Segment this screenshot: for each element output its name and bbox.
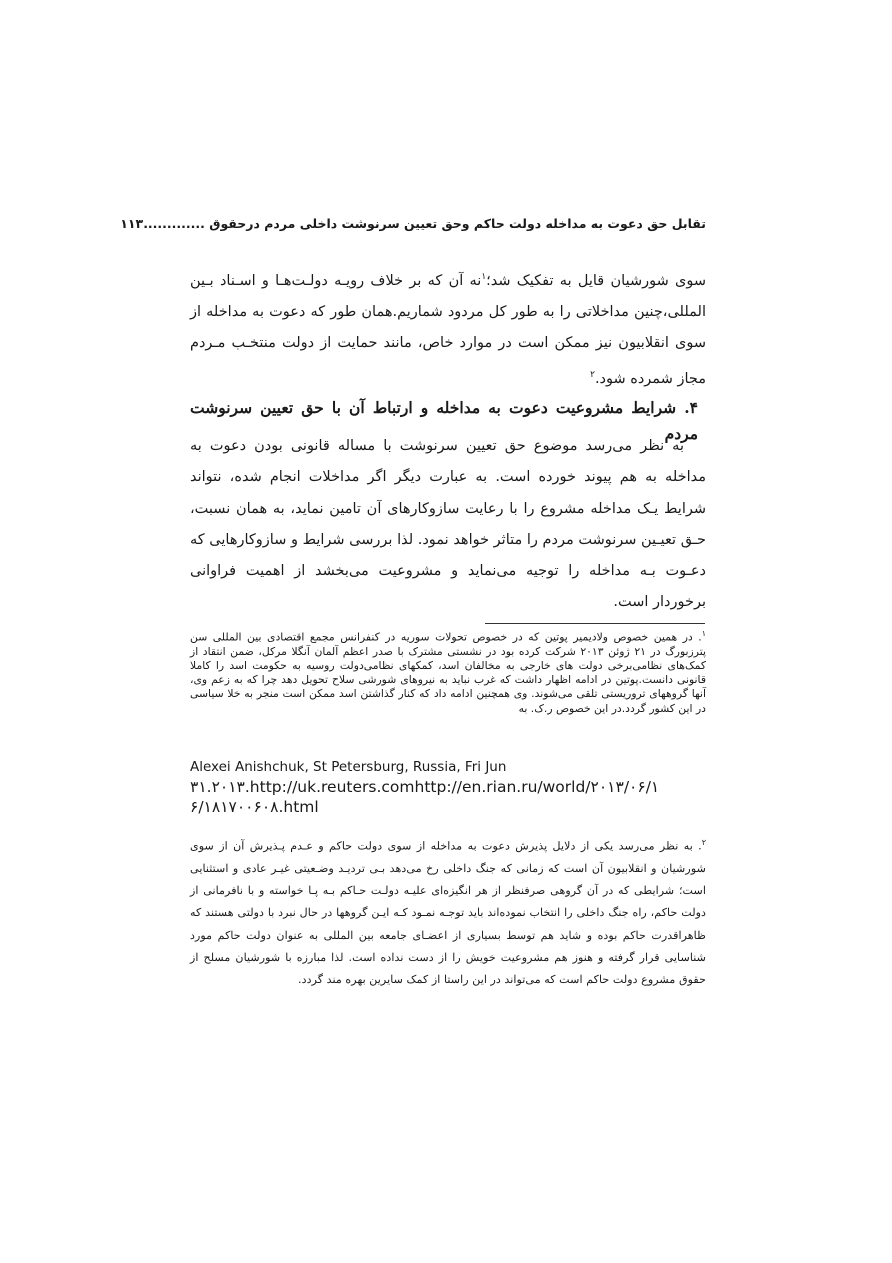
footnote-source-line-2: ۳۱.۲۰۱۳.http://uk.reuters.comhttp://en.rian.ru/world/۲۰۱۳/۰۶/۱ [190, 778, 660, 796]
footnote-2 [190, 832, 706, 991]
section-heading-text: ۴. شرایط مشروعیت دعوت به مداخله و ارتباط آن با حق تعیین سرنوشت مردم [190, 398, 698, 443]
footnote-ref-2: ۲ [590, 369, 595, 380]
paragraph-2 [190, 431, 706, 619]
footnote-1 [190, 627, 706, 716]
footnote-1-mark: ۱ [701, 629, 706, 638]
paragraph-1-text-b: نه آن که بر خلاف رویـه دولـت‌هـا و اسـناد بـین المللی،چنین مداخلاتی را به طور کل مردود شماریم.همان طور که دعوت به مداخله از سوی انقلابیون نیز ممکن است در موارد خاص، مانند حمایت از دولت منتخـب مـردم مجاز شمرده شود. [190, 272, 706, 387]
running-header: تقابل حق دعوت به مداخله دولت حاکم وحق تعیین سرنوشت داخلی مردم درحقوق .............۱۱۳ [120, 216, 706, 231]
paragraph-2-text: به نظر می‌رسد موضوع حق تعیین سرنوشت با مساله قانونی بودن دعوت به مداخله به هم پیوند خورده است. به عبارت دیگر اگر مداخلات انجام شده، نتواند شرایط یـک مداخله مشروع را با رعایت سازوکارهای آن تامین نماید، به همان نسبت، حـق تعیـین سرنوشت مردم را متاثر خواهد نمود. لذا بررسی شرایط و سازوکارهایی که دعـوت بـه مداخله را توجیه می‌نماید و مشروعیت می‌بخشد از اهمیت فراوانی برخوردار است. [190, 438, 706, 611]
footnote-2-mark: ۲ [701, 838, 706, 847]
paragraph-1 [190, 262, 706, 395]
footnote-2-text: . به نظر می‌رسد یکی از دلایل پذیرش دعوت به مداخله از سوی دولت حاکم و عـدم پـذیرش آن از سوی شورشیان و انقلابیون آن است که زمانی که جنگ داخلی رخ می‌دهد بـی تردیـد وضـعیتی غیـر عادی و استثنایی است؛ شرایطی که در آن گروهی صرفنظر از هر انگیزه‌ای علیـه دولـت حـاکم بـه پـا خواسته و با نافرمانی از دولت حاکم، راه جنگ داخلی را انتخاب نموده‌اند باید توجـه نمـود کـه ایـن گروهها در حال نبرد با دولتی هستند که ظاهراقدرت حاکم بوده و شاید هم توسط بسیاری از اعضـای جامعه بین المللی به عنوان دولت حاکم مورد شناسایی قرار گرفته و هنوز هم مشروعیت خویش را از دست نداده است. لذا مبارزه با شورشیان مسلح از حقوق مشروع دولت حاکم است که می‌تواند در این راستا از کمک سایرین بهره مند گردد. [190, 839, 706, 986]
footnote-1-text: . در همین خصوص ولادیمیر پوتین که در خصوص تحولات سوریه در کنفرانس مجمع اقتصادی بین المللی سن پترزبورگ در ۲۱ ژوئن ۲۰۱۳ شرکت کرده بود در نشستی مشترک با صدر اعظم آلمان آنگلا مرکل، ضمن انتقاد از کمک‌های نظامی‌برخی دولت های خارجی به مخالفان اسد، کمکهای نظامی‌دولت روسیه به حکومت اسد را کاملا قانونی دانست.پوتین در ادامه اظهار داشت که غرب نباید به نیروهای شورشی سلاح تحویل دهد چرا که به زعم وی، آنها گروههای تروریستی تلقی می‌شوند. وی همچنین ادامه داد که کنار گذاشتن اسد ممکن است منجر به خلا سیاسی در این کشور گردد.در این خصوص ر.ک. به [190, 630, 706, 715]
footnote-source-line-1: Alexei Anishchuk, St Petersburg, Russia, Fri Jun [190, 759, 507, 775]
paragraph-1-text-a: سوی شورشیان قایل به تفکیک شد؛ [486, 272, 706, 289]
footnote-source-line-3: ۶/۱۸۱۷۰۰۶۰۸.html [190, 798, 319, 816]
footnote-separator [485, 623, 705, 624]
footnote-ref-1: ۱ [481, 272, 487, 282]
